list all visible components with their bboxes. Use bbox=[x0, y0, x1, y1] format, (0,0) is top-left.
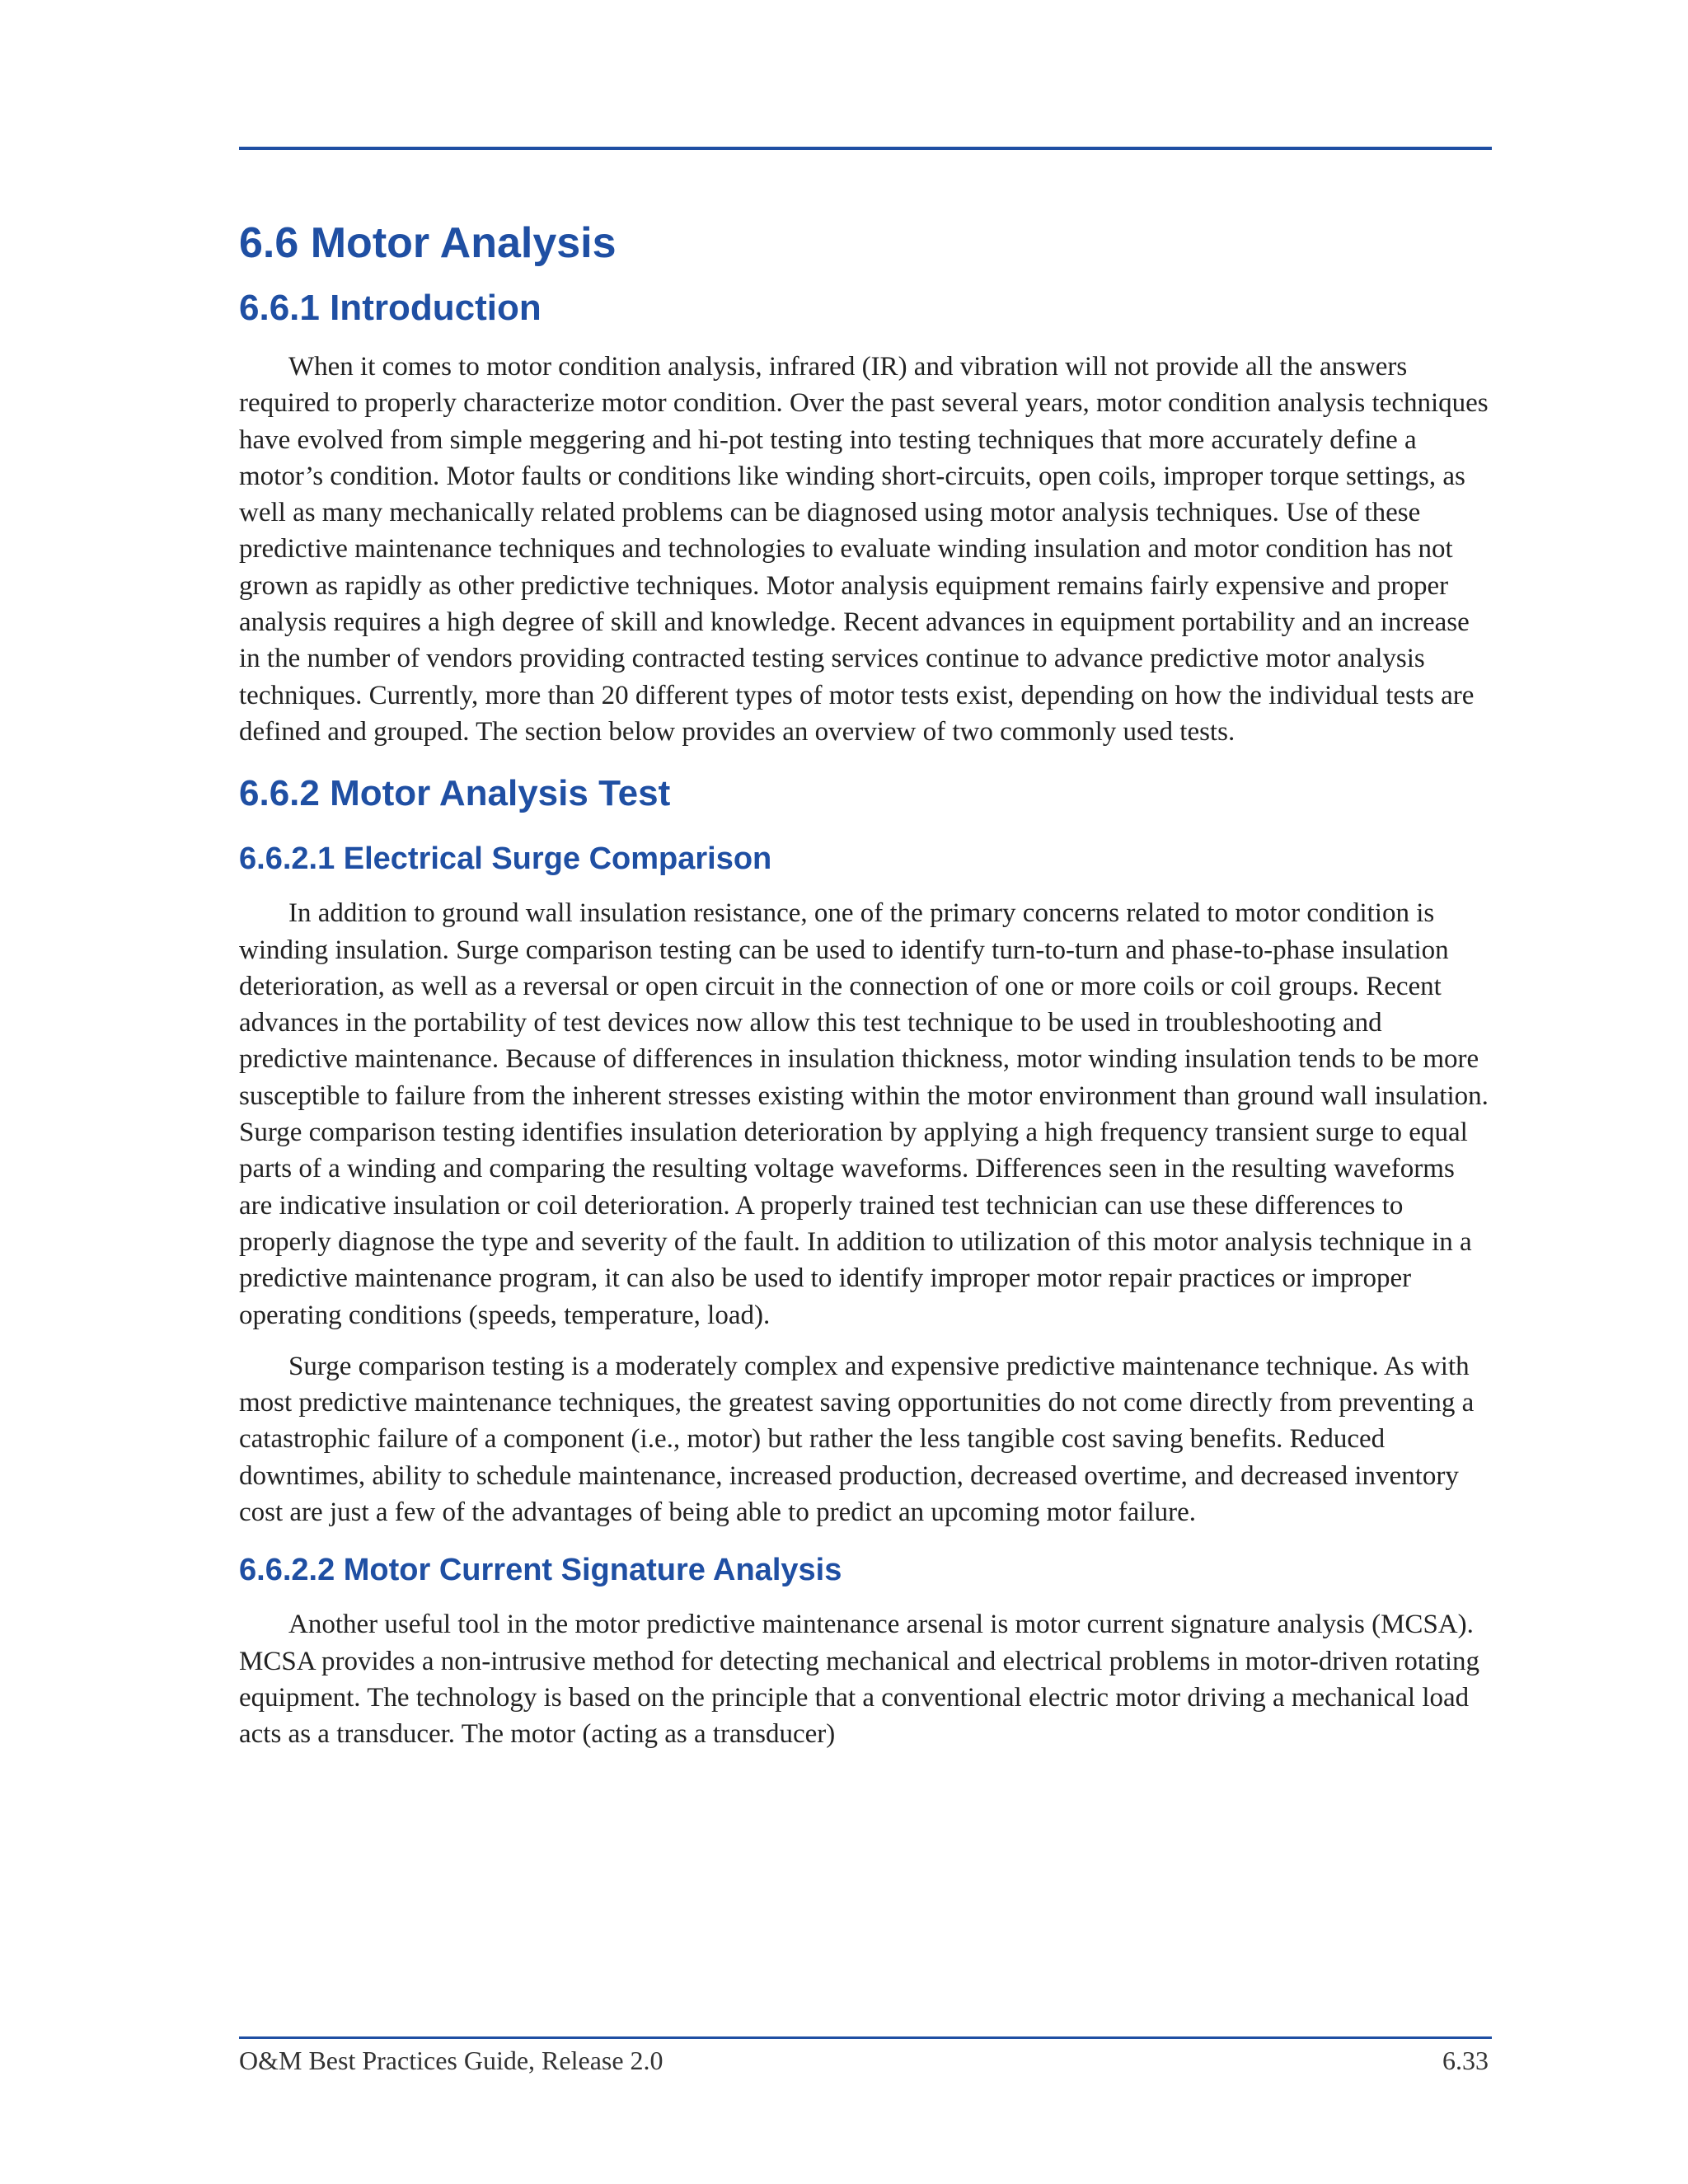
surge-paragraph-2: Surge comparison testing is a moderately complex and expensive predictive maintenance technique. As with most predictive maintenance techniques, the greatest saving opportunities do not come directly from preventing a catastrophic failure of a component (i.e., motor) but rather the less tangible cost saving benefits. Reduced downtimes, ability to schedule maintenance, increased production, decreased overtime, and decreased inventory cost are just a few of the advantages of being able to predict an upcoming motor failure. bbox=[239, 1351, 1475, 1528]
section-title: 6.6 Motor Analysis bbox=[239, 219, 617, 267]
header-rule bbox=[239, 147, 1492, 150]
surge-heading: 6.6.2.1 Electrical Surge Comparison bbox=[239, 841, 772, 877]
motor-test-heading: 6.6.2 Motor Analysis Test bbox=[239, 773, 671, 814]
surge-paragraph-1: In addition to ground wall insulation resistance, one of the primary concerns related to motor condition is winding insulation. Surge comparison testing can be used to identify turn-to-turn and phase-to-phase insulation deterioration, as well as a reversal or open circuit in the connection of one or more coils or coil groups. Recent advances in the portability of test devices now allow this test technique to be used in troubleshooting and predictive maintenance. Because of differences in insulation thickness, motor winding insulation tends to be more susceptible to failure from the inherent stresses existing within the motor environment than ground wall insulation. Surge comparison testing identifies insulation deterioration by applying a high frequency transient surge to equal parts of a winding and comparing the resulting voltage waveforms. Differences seen in the resulting waveforms are indicative insulation or coil deterioration. A properly trained test technician can use these differences to properly diagnose the type and severity of the fault. In addition to utilization of this motor analysis technique in a predictive maintenance program, it can also be used to identify improper motor repair practices or improper operating conditions (speeds, temperature, load). bbox=[239, 898, 1489, 1330]
footer-guide-title: O&M Best Practices Guide, Release 2.0 bbox=[239, 2046, 663, 2075]
page-number: 6.33 bbox=[1442, 2046, 1489, 2075]
footer-rule bbox=[239, 2036, 1492, 2039]
mcsa-heading: 6.6.2.2 Motor Current Signature Analysis bbox=[239, 1553, 842, 1588]
intro-heading: 6.6.1 Introduction bbox=[239, 288, 542, 328]
main-content bbox=[239, 210, 1492, 1768]
intro-paragraph: When it comes to motor condition analysis, infrared (IR) and vibration will not provide all the answers required to properly characterize motor condition. Over the past several years, motor condition analysis techniques have evolved from simple meggering and hi-pot testing into testing techniques that more accurately define a motor’s condition. Motor faults or conditions like winding short-circuits, open coils, improper torque settings, as well as many mechanically related problems can be diagnosed using motor analysis techniques. Use of these predictive maintenance techniques and technologies to evaluate winding insulation and motor condition has not grown as rapidly as other predictive techniques. Motor analysis equipment remains fairly expensive and proper analysis requires a high degree of skill and knowledge. Recent advances in equipment portability and an increase in the number of vendors providing contracted testing services continue to advance predictive motor analysis techniques. Currently, more than 20 different types of motor tests exist, depending on how the individual tests are defined and grouped. The section below provides an overview of two commonly used tests. bbox=[239, 352, 1489, 747]
mcsa-paragraph: Another useful tool in the motor predictive maintenance arsenal is motor current signature analysis (MCSA). MCSA provides a non-intrusive method for detecting mechanical and electrical problems in motor-driven rotating equipment. The technology is based on the principle that a conventional electric motor driving a mechanical load acts as a transducer. The motor (acting as a transducer) bbox=[239, 1610, 1480, 1750]
